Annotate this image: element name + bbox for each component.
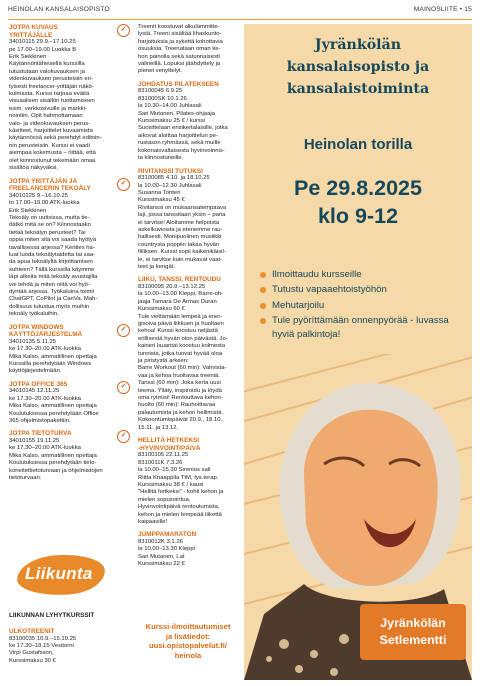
course-body: 83100045 6.9.25 831000SK 10.1.26 la 10.30–14.00 Juhlasali Sari Mutanen, Pilates-ohjaaja Kurssimaksu 25 € / kurssi Suosittelaan ensikertalaisille, jotka aikovat aloittaa harjoittelun pe- rustason ryhmässä, sekä muille kokonaisvaltaisesta hyvinvoinnis- ta kiinnostuneille. <box>138 88 228 162</box>
liikunta-logo <box>9 552 131 598</box>
seal-icon: ✓ <box>117 24 130 37</box>
course-jotpa-office <box>9 381 130 426</box>
course-ulkotreenit <box>9 628 130 665</box>
course-body: 34010145 12.11.25 ke 17.30–20.00 ATK-luokka Mika Kalso, ammatillinen opettaja Koulutuksessa perehdytään Office 365 ohjelmistopakettiin. <box>9 388 99 425</box>
seal-icon: ✓ <box>117 381 130 394</box>
course-title: ULKOTREENIT <box>9 628 55 635</box>
course-pilates <box>138 81 234 163</box>
seal-icon: ✓ <box>117 430 130 443</box>
ad-bullet-list <box>260 268 464 343</box>
badge-line-1: Jyränkölän <box>380 616 446 630</box>
ad-time: klo 9-12 <box>317 204 399 228</box>
course-body: 8310012K 3.1.26 la 10.00–13.30 Kleppi Sari Mutanen, Lat Kurssimaksu 22 € <box>138 538 195 568</box>
cta-line-2: ja lisätiedot: <box>165 631 211 641</box>
course-body: 34010115 29.9.–17.10.25 pe 17.00–19.00 Luokka B Erik Siekkinen Käytännönläheisellä kurssilla tutustutaan valokuvauksen ja videokuvauksen perusteisiin eri- tyisesti freelancer-yrittäjän näkö- kulmasta. Kurssi tarjoaa eväitä visuaalisen sisällön tuottamiseen esim. verkkosivuille ja markki- nointiin. Opit hahmottamaan valo- ja videokuvauksen perus- käsitteet, harjoittelet kuvaamista käytännössä sekä perehdyt editoin- nin perusteisiin. Kurssi ei vaadi aiempaa kokemusta – riittää, että olet kiinnostunut tekemään omaa sisältöä näkyväksi. <box>9 39 102 172</box>
course-liiku-tanssi <box>138 276 234 432</box>
course-jotpa-kuvaus <box>9 24 130 173</box>
registration-cta <box>140 622 236 660</box>
course-body: 83100085 4.10. ja 18.10.25 la 10.00–12.30 Juhlasali Susanna Tonteri Kurssimaksu 45 € Rivitanssi on mukaansatempaava laji, jossa tanssitaan yksin – paria ei tarvitse! Aloitamme helpoista askelkuvioista ja etenemme rau- hallisesti. Monipuolinen musiikki countrysta poppiin takaa hyvän fiiliksen. Kurssi sopii kaikenikäisil- le, ei tarvitse kuin mukavat vaat- teet ja kengät. <box>138 175 227 270</box>
course-hellita <box>138 437 234 526</box>
page-number: MAINOSLIITE • 15 <box>413 6 472 13</box>
course-jotpa-tietoturva <box>9 430 130 482</box>
course-title: JOTPA OFFICE 365 <box>9 380 68 388</box>
seal-icon: ✓ <box>117 178 130 191</box>
course-title: JUMPPAMARATON <box>138 531 197 539</box>
course-title: JOTPA KUVAUS YRITTÄJÄLLE <box>9 24 58 39</box>
ad-date: Pe 29.8.2025 <box>294 176 422 200</box>
course-title: JOTPA TIETOTURVA <box>9 430 72 438</box>
cta-link-cont[interactable]: heinola <box>174 650 202 660</box>
ad-bullet: Tule pyöríttämään onnenpyörää - luvassa hyviä palkintoja! <box>260 314 464 341</box>
ad-bullet: Tutustu vapaaehtoistyöhön <box>260 283 464 296</box>
course-jotpa-windows <box>9 324 130 376</box>
course-jumppamaraton <box>138 531 234 568</box>
course-body: 83100095 20.9.–13.12.25 la 10.00–13.00 Kleppi, Barre-oh- jaaja Tamara De Armas Duran Kurssimaksu 60 € Tule viettämään lempeä ja ener- gisoiva päivä liikkuen ja huoltaen kehoa! Kurssi koostuu neljästä erillisestä hyvän olon päivästä. Jo- kaineri lauantai koostuu kolmesta tunnista, jotka tuovat hyvää oloa ja piristystä arkeen: Barre Workout (60 min): Vahvista- vaa ja kehoa huoltavaa treeniä. Tanssi (60 min): Joka kerta uusi teema. Ylläty, inspiroidu ja löydä oma rytmisi! Rentouttava kehon- huolto (60 min): Rauhoittavaa palautumista ja kehon hellimistä. Kokoontumispäivät 20.9., 18.10., 15.11. ja 13.12. <box>138 283 228 431</box>
seal-icon: ✓ <box>117 324 130 337</box>
course-rivitanssi <box>138 168 234 272</box>
course-title: JOTPA WINDOWS KÄYTTÖJÄRJESTELMÄ <box>9 323 83 339</box>
cta-line-1: Kurssi-ilmoittautumiset <box>145 622 231 631</box>
course-title: HELLITÄ HETKEKSI -HYVINVOINTIPÄIVÄ <box>138 437 201 452</box>
ad-title: Jyränkölän kansalaisopisto ja kansalaistoiminta <box>286 37 430 97</box>
course-body: 34010125 9.–16.10.25 to 17.00–19.00 ATK-luokka Erik Siekkinen Tekoäly on uutisissa, mutta tie- dätkö mitä se on? Kiinnostaako tietää tekoälyn perusteet? Tai oppia miten sitä voi saada hyötyä tavallisessa arjessa? Kenties ha- luat luoda tekoälytaidetta tai saa- da apua tekoälyltä kirjoittamisen suhteen? Tällä kurssilla käymme läpi alkeita mitä tekoäly avustajilla voi tehdä ja miten niitä voi hyö- dyntää arjessa. Työkaluina toimii ChatGPT, CoPilot ja CanVa. Mah- dollisuus tutustua myös muihin tekoäly työkaluihin. <box>9 192 98 318</box>
course-body: 34010135 5.11.25 ke 17.30–20.00 ATK-luokka Mika Kalso, ammatillinen opettaja Kurssilla perehdytään Windows käyttöjärjestelmään. <box>9 338 97 375</box>
course-title: JOTPA YRITTÄJÄN JA FREELANCERIN TEKOÄLY <box>9 177 91 193</box>
publisher-name: HEINOLAN KANSALAISOPISTO <box>8 6 110 13</box>
header-rule <box>8 19 472 20</box>
ad-bullet: Mehutarjoilu <box>260 299 464 312</box>
setlementti-logo <box>360 604 466 660</box>
liikunta-subheading: LIIKUNNAN LYHYTKURSSIT <box>9 612 95 619</box>
ad-location: Heinolan torilla <box>303 136 413 153</box>
page-header <box>8 6 472 20</box>
course-jotpa-tekoaly <box>9 178 130 319</box>
course-body: 83100035 10.9.–15.10.25 ke 17.30–18.15 Vesitorni Virpi Gustafsson, Kurssimaksu 30 € <box>9 635 77 664</box>
course-column-2 <box>138 24 234 679</box>
course-body: 34010155 19.11.25 ke 17.30–20.00 ATK-luokka Mika Kalso, ammatillinen opettaja Koulutuksessa perehdytään tieto- koneitettietoturvaan ja ohjelmistojen tietoturvaan. <box>9 438 103 482</box>
course-title: RIVITANSSI TUTUKSI <box>138 167 203 175</box>
course-title: LIIKU, TANSSI, RENTOUDU <box>138 276 221 284</box>
course-title: JOHDATUS PILATEKSEEN <box>138 80 219 88</box>
badge-line-2: Setlementti <box>379 633 447 647</box>
ad-datetime <box>244 174 472 230</box>
course-body: Treenit koostuvat alkulämmitte- lystä. Treeni sisältää lihaskunto- harjoituksia ja sykettä kohottavia osuuksia. Treenataan oman ke- hon painolla sekä satunnaisesti välineillä. Lopuksi jäähdyttely ja pienet venyttelyt. <box>138 24 223 75</box>
ad-bullet: Ilmoittaudu kursseille <box>260 268 464 281</box>
liikunta-word: Liikunta <box>25 564 93 583</box>
cta-link[interactable]: uusi.opistopalvelut.fi/ <box>148 641 228 651</box>
course-body: 83100105 22.11.25 8310011K 7.3.26 la 10.00–15.30 Sirenius sali Riitta Knaappila TtM, fys.terap. Kurssimaksu 38 € / kausi "Hellitä hetkeksi" - kohti kehon ja mielen sopusointua. Hyvinvointipäivä rentoutumista, kehon ja mielen lempeää liikettä kaipaaville! <box>138 452 224 525</box>
event-ad-panel <box>244 24 472 680</box>
course-ulkotreenit-cont <box>138 24 234 76</box>
